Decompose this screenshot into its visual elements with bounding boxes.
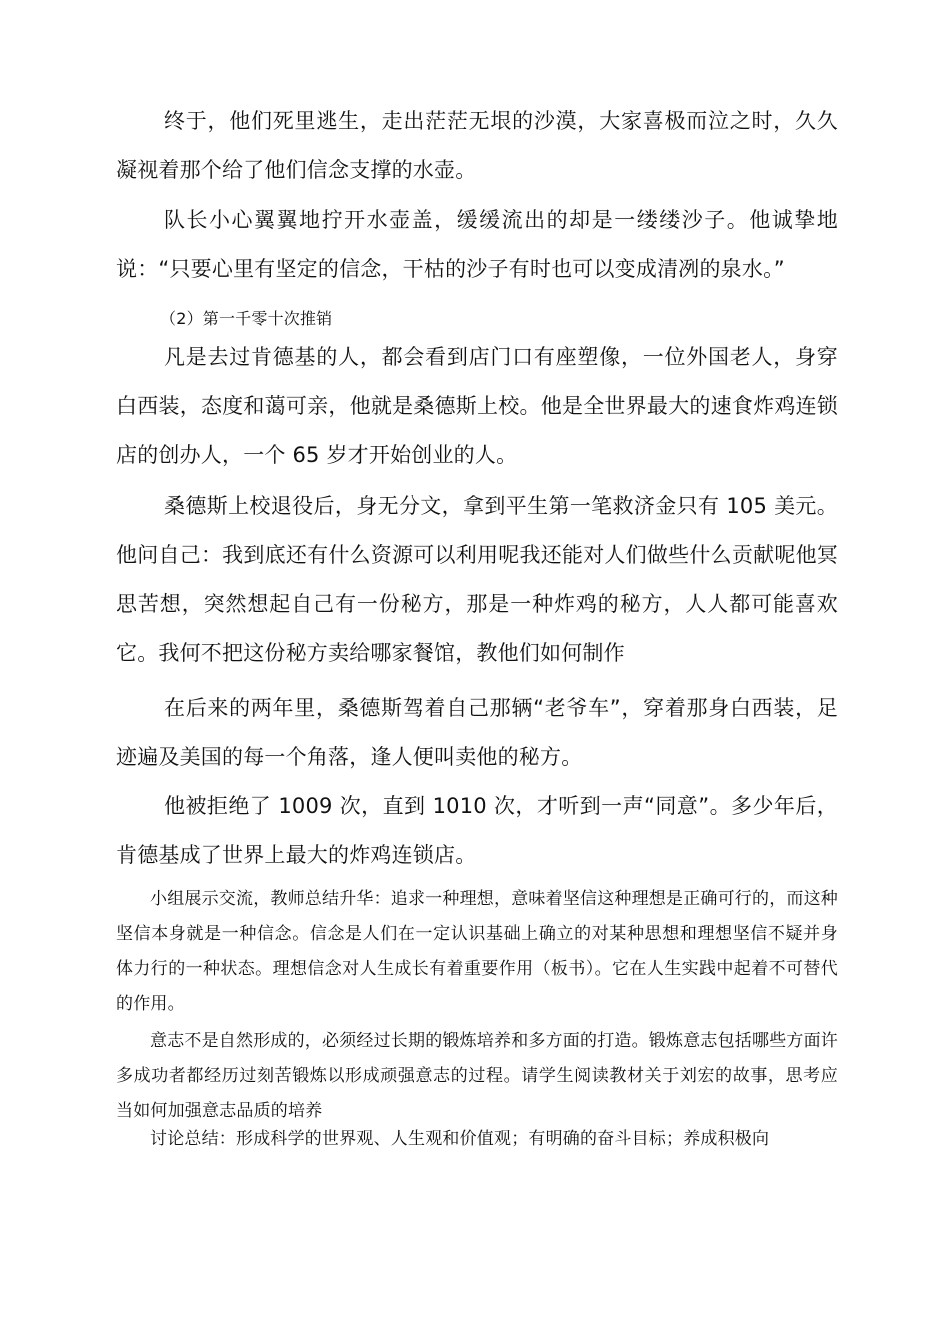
paragraph-two-years: 在后来的两年里，桑德斯驾着自己那辆“老爷车”，穿着那身白西装，足迹遍及美国的每一个角落，逢人便叫卖他的秘方。 — [116, 696, 838, 769]
paragraph-desert-escape: 终于，他们死里逃生，走出茫茫无垠的沙漠，大家喜极而泣之时，久久凝视着那个给了他们信念支撑的水壶。 — [116, 109, 838, 182]
paragraph-captain-kettle: 队长小心翼翼地拧开水壶盖，缓缓流出的却是一缕缕沙子。他诚挚地说：“只要心里有坚定的信念，干枯的沙子有时也可以变成清冽的泉水。” — [116, 208, 838, 281]
paragraph-sanders-retired: 桑德斯上校退役后，身无分文，拿到平生第一笔救济金只有 105 美元。他问自己：我到底还有什么资源可以利用呢我还能对人们做些什么贡献呢他冥思苦想，突然想起自己有一份秘方，那是一种炸鸡的秘方，人人都可能喜欢它。我何不把这份秘方卖给哪家餐馆，教他们如何制作 — [116, 494, 838, 665]
section-heading-1010th-sale: （2）第一千零十次推销 — [160, 309, 333, 328]
paragraph-rejected-1009: 他被拒绝了 1009 次，直到 1010 次，才听到一声“同意”。多少年后，肯德基成了世界上最大的炸鸡连锁店。 — [116, 794, 838, 867]
paragraph-teacher-summary: 小组展示交流，教师总结升华：追求一种理想，意味着坚信这种理想是正确可行的，而这种坚信本身就是一种信念。信念是人们在一定认识基础上确立的对某种思想和理想坚信不疑并身体力行的一种状态。理想信念对人生成长有着重要作用（板书）。它在人生实践中起着不可替代的作用。 — [116, 889, 838, 1014]
paragraph-discussion-summary: 讨论总结：形成科学的世界观、人生观和价值观；有明确的奋斗目标；养成积极向 — [150, 1129, 770, 1149]
paragraph-willpower: 意志不是自然形成的，必须经过长期的锻炼培养和多方面的打造。锻炼意志包括哪些方面许多成功者都经历过刻苦锻炼以形成顽强意志的过程。请学生阅读教材关于刘宏的故事，思考应当如何加强意志品质的培养 — [116, 1031, 838, 1121]
paragraph-kfc-statue: 凡是去过肯德基的人，都会看到店门口有座塑像，一位外国老人，身穿白西装，态度和蔼可亲，他就是桑德斯上校。他是全世界最大的速食炸鸡连锁店的创办人，一个 65 岁才开始创业的人。 — [116, 345, 838, 467]
